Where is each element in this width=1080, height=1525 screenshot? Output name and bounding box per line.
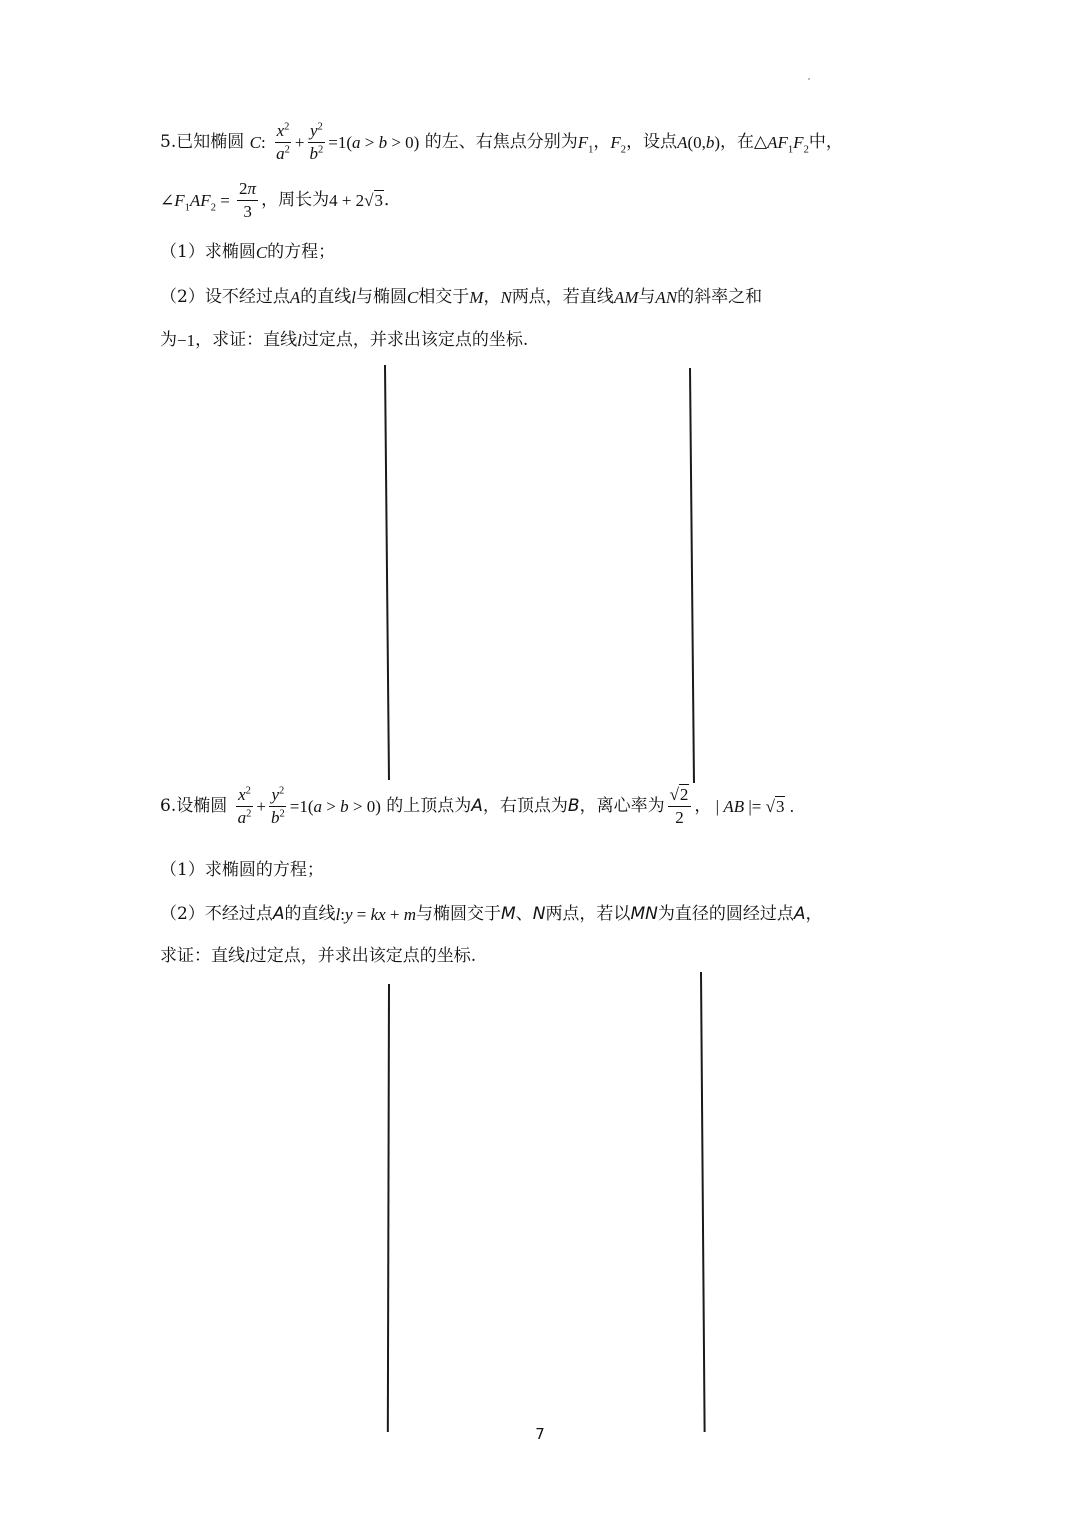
formula-M: M xyxy=(501,904,516,924)
text: 两点，若以 xyxy=(545,904,631,924)
formula-MN: MN xyxy=(630,904,658,924)
problem-5-statement-line1 xyxy=(160,122,843,163)
text: （1）求椭圆的方程； xyxy=(160,860,324,880)
text: 已知椭圆 xyxy=(176,131,245,152)
text: ， xyxy=(483,287,501,307)
formula-line-l: l:y = kx + m xyxy=(335,905,417,924)
formula-plus: + xyxy=(256,796,266,816)
text: ， xyxy=(694,795,712,816)
formula-N: N xyxy=(532,904,546,924)
text: （1）求椭圆 xyxy=(160,242,256,262)
text: 求证：直线 xyxy=(160,946,245,966)
text: 相交于 xyxy=(418,287,470,307)
formula-F1: $F_1$ xyxy=(577,132,594,156)
formula-C: C xyxy=(255,243,268,262)
formula-F2: $F_2$ xyxy=(610,132,627,156)
problem-6-part1 xyxy=(160,862,324,879)
problem-6-part2 xyxy=(160,906,822,923)
formula-N: N xyxy=(500,288,512,307)
problem-number: 5. xyxy=(160,131,177,152)
text: 、 xyxy=(515,904,533,924)
formula-B: B xyxy=(567,795,580,816)
text: 设椭圆 xyxy=(176,795,228,816)
formula-perimeter: 4 + 2√3 xyxy=(329,190,384,210)
problem-5-part1 xyxy=(160,244,335,261)
problem-5-part2 xyxy=(160,289,762,306)
page-number: 7 xyxy=(535,1425,545,1443)
formula-A: A xyxy=(272,904,285,924)
scan-speck xyxy=(808,78,810,80)
formula-minus-one: −1 xyxy=(177,331,196,350)
answer-column-divider xyxy=(387,984,390,1432)
formula-M: M xyxy=(469,288,484,307)
text: ，离心率为 xyxy=(579,795,665,816)
formula-C: C xyxy=(406,288,419,307)
answer-column-divider xyxy=(689,368,695,783)
formula-angle: $\angle F_1AF_2$ xyxy=(160,190,216,214)
formula-fraction-x2-a2: $\frac{x^2}{a^2}$ xyxy=(276,121,290,163)
formula-AB-length: | AB |= √3 . xyxy=(711,796,794,816)
text: （2）设不经过点 xyxy=(160,287,290,307)
text: 过定点，并求出该定点的坐标. xyxy=(249,946,477,966)
text: 中， xyxy=(808,131,843,152)
problem-6-part2-cont xyxy=(160,948,476,965)
text: ，求证：直线 xyxy=(195,330,298,350)
formula-l: l xyxy=(351,288,356,307)
text: 两点，若直线 xyxy=(511,287,614,307)
text: 的斜率之和 xyxy=(677,287,763,307)
text: 的上顶点为 xyxy=(386,795,472,816)
formula-ellipse-label: C xyxy=(249,132,261,152)
problem-number: 6. xyxy=(160,795,177,816)
problem-5-statement-line2 xyxy=(160,180,401,221)
problem-5-part2-cont xyxy=(160,332,528,349)
text: 的直线 xyxy=(300,287,352,307)
text: 的方程； xyxy=(267,242,336,262)
formula-equals: = xyxy=(215,190,235,210)
text: 为直径的圆经过点 xyxy=(657,904,794,924)
formula-AM: AM xyxy=(613,288,639,307)
text: 与椭圆交于 xyxy=(416,904,502,924)
text: 的直线 xyxy=(284,904,336,924)
text: ． xyxy=(384,189,402,210)
formula-triangle: $AF_1F_2$ xyxy=(767,132,809,156)
formula-fraction-2pi-3: $\frac{2\pi}{3}$ xyxy=(239,179,257,221)
text: ，右顶点为 xyxy=(482,795,568,816)
text: ，周长为 xyxy=(261,189,330,210)
text: ， xyxy=(805,904,823,924)
formula-condition: =1(a > b > 0) xyxy=(289,796,381,816)
formula-A: A xyxy=(471,795,483,816)
formula-AN: AN xyxy=(655,288,678,307)
text: ，设点 xyxy=(626,131,678,152)
text: 的左、右焦点分别为 xyxy=(424,131,578,152)
formula-l: l xyxy=(245,947,250,966)
formula-fraction-sqrt2-2: $\frac{√2}{2}$ xyxy=(668,786,692,827)
text: 与 xyxy=(638,287,656,307)
text: （2）不经过点 xyxy=(160,904,273,924)
formula-fraction-y2-b2: $\frac{y^2}{b^2}$ xyxy=(309,121,324,163)
formula-A: A xyxy=(793,904,806,924)
text: ，在△ xyxy=(720,131,768,152)
text: 为 xyxy=(160,330,177,350)
formula-point-A: A(0,b) xyxy=(677,132,721,152)
formula-A: A xyxy=(289,288,301,307)
formula-colon: : xyxy=(260,132,266,152)
formula-fraction-x2-a2: $\frac{x^2}{a^2}$ xyxy=(237,785,252,827)
formula-condition: =1(a > b > 0) xyxy=(328,132,420,152)
text: 与椭圆 xyxy=(355,287,407,307)
answer-column-divider xyxy=(700,972,706,1432)
formula-fraction-y2-b2: $\frac{y^2}{b^2}$ xyxy=(271,785,285,827)
answer-column-divider xyxy=(384,365,390,780)
problem-6-statement-line1 xyxy=(160,786,794,827)
formula-plus: + xyxy=(294,132,305,152)
text: 过定点，并求出该定点的坐标. xyxy=(301,330,529,350)
text: ， xyxy=(593,131,611,152)
formula-l: l xyxy=(297,331,302,350)
